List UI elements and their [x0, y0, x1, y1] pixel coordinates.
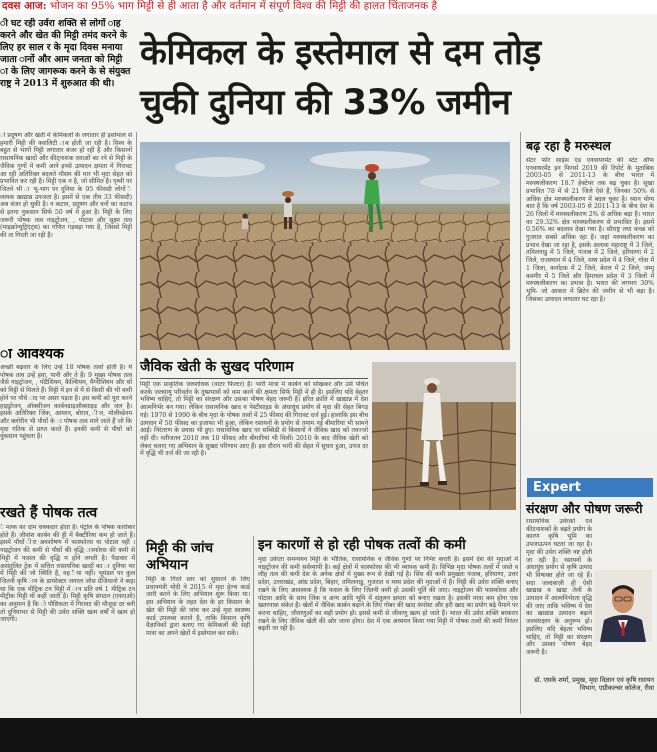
expert-heading: संरक्षण और पोषण जरूरी [526, 501, 643, 516]
left-section3-text: े मल्क का दाम चक्कदार होता है। पेट्रोल के पोषक कारोबार होते हैं। जीवांश कार्बन की ट्टी में बैक्टीरिया कम हो जाते हैं। इसमें पौधों ीरा अवशोषण में फास्फोरस या पोटाश नहीं । नाइट्रोजन की कमी से पौधों की वृद्धि ास्फोरस की कमी से मिट्टी में फसल की वृद्धि म होने लगती है। पैदावार में असंतुलित ट्रेक में सत्तित रासायनिक खादों का ा दुनिया भर में मिट्टी की जो स्थिति है, वह ैया नहीं। भूमंडल पर कुल जितनी कृषि ान के डायरेक्टर जनरल जोस ग्रेजियानो ने कहा था कि एक मीट्रिक टन मिट्टी में ान प्रति वर्ष 1 मीट्रिक टन मीट्रीक मिट्टी यों कहीं जाती है। मिट्टी कृषि संगठन (एफएओ) का अनुमान है कि ो पौष्टिकता में गिरावट की मौजूदा दर बनी तो दुनियाभर से मिट्टी की उर्वरा शक्ति खत्म वर्षों में खत्म हो जाएगी। [0, 524, 135, 624]
cracked-soil-illustration [140, 142, 510, 350]
expert-byline: डॉ. एसके शर्मा, प्रमुख, मृदा विज्ञान एवं कृषि रसायन विभाग, एग्रीकल्चर कॉलेज, रीवा [534, 676, 654, 693]
reasons-text: मृदा उर्वरता समन्वयन मिट्टी के भौतिक, रासायनिक व जैविक गुणों पर निर्भर करती है। इसमें देश की मृदाओं में नाइट्रोजन की कमी सर्वव्यापी है। कई क्षेत्रों में फास्फोरस की भी व्यापक कमी है। विभिन्न मृदा पोषक तत्वों में जस्ते व लौह तत्व की कमी देश के अनेक क्षेत्रों में मुख्य रूप से देखी गई है। सिंध की कमी प्रमुखतः पंजाब, हरियाणा, उत्तर प्रदेश, उत्तराखंड, आंध्र प्रदेश, बिहार, तमिलनाडु, गुजरात व मध्य प्रदेश की मृदाओं में है। मिट्टी की उर्वरा शक्ति बनाए रखने के लिए आवश्यक है कि फसल के लिए जितनी कमी हो उसकी पूर्ति की जाए। नाइट्रोजन की फास्फोरस और पोटाश आदि के साथ जिंक व अन्य आदि भूमि में संतुलन क्षमता को बनाए रखता है। इसकी मात्रा कम होना एक खतरनाक संकेत है। खेतों में जैविक कार्बन बढ़ाने के लिए गोबर की खाद कंपोस्ट और हरी खाद का प्रयोग बढ़े पैमाने पर करना चाहिए, जीवाणुओं का सही प्रयोग हो। इससे कमी से जीवाणु खत्म हो जाते हैं। भारत की उर्वरा शक्ति बरकरार रखने के लिए जैविक खेती की ओर जाना होगा। देश में एक अध्ययन किया गया मिट्टी में पोषक तत्वों की कमी निरंतर बढ़ती जा रही है। [258, 556, 518, 633]
farmer-photo [372, 362, 516, 510]
column-divider [520, 132, 521, 714]
left-section3-heading: रखते हैं पोषक तत्व [0, 505, 98, 521]
soil-test-heading: मिट्टी की जांच अभियान [146, 540, 214, 573]
header-strip [0, 0, 657, 14]
organic-text: मिट्टी एक प्राकृतिक जलशोधक (वाटर फिल्टर) है। भारी मात्रा में कार्बन को सोखकर और उसे पचित करके जलवायु परिवर्तन के दुष्प्रभावों को कम करने की क्षमता सिर्फ मिट्टी में ही है। इसलिए यदि बेहतर भविष्य चाहिए, तो मिट्टी का संरक्षण और उसका पोषण बेहद जरूरी है। हरित क्रांति में खाद्यान्न में देश आत्मनिर्भर बन गया। लेकिन रासायनिक खाद व पेस्टीसाइड के अंधाधुंध प्रयोग से मृदा की सेहत बिगड़ गई। 1970 से 1990 के बीच मृदा के पोषक तत्वों में 25 फीसद की गिरावट दर्ज हुई। हालांकि इस बीच उत्पादन में 50 फीसद का इजाफा भी हुआ, लेकिन रसायनों के प्रयोग से तमाम नई बीमारियां भी सामने आईं। निरंतरण के प्रयास भी हुए। रासायनिक खाद पर सब्सिडी से किसानों ने जैविक खाद को तवज्जो नहीं दी। नतीजतन 2010 तक 10 फीसद और बीमारियां भी मिलीं। 2010 के बाद जैविक खेती को लेकर चलाए गए अभियान के सुखद परिणाम आए हैं। इस दौरान भारी की सेहत में सुधार हुआ, उपज दर में वृद्धि भी दर्ज की जा रही है। [140, 381, 368, 458]
desert-text: सेंटर फॉर साइंस एंड एनवायरमेंट की स्टेट ऑफ एनवायरमेंट इन फिगर्स 2019 की रिपोर्ट के मुताबिक 2003-05 से 2011-13 के बीच भारत में मरुस्थलीकरण 18.7 हेक्टेयर तक बढ़ चुका है। सूखा प्रभावित 78 में से 21 जिले ऐसे हैं, जिनका 50% से अधिक क्षेत्र मरुस्थलीकरण में बदल चुका है। ध्यान योग्य बात है कि वर्ष 2003-05 से 2011-13 के बीच देश के 26 जिलों में मरुस्थलीकरण 2% से अधिक बढ़ा है। भारत का 29.32% क्षेत्र मरुस्थलीकरण से प्रभावित है। इसमें 0.56% का बदलाव देखा गया है। सौराष्ट्र तथा कच्छ को गुजरात सबसे अधिक रहा है। जहां मरुस्थलीकरण का प्रभाव देखा जा रहा है, इसके अलावा महाराष्ट्र में 3 जिले, तमिलनाडु में 5 जिले, पंजाब में 2 जिले, हरियाणा में 2 जिले, राजस्थान में 4 जिले, मध्य प्रदेश में 4 जिले, गोवा में 1 जिला, कर्नाटक में 2 जिले, केरल में 2 जिले, जम्मू कश्मीर में 5 जिले और हिमाचल प्रदेश में 3 जिलों में मरुस्थलीकरण का प्रभाव है। भारत की लगभग 30% भूमि- जो आकार में ब्रिटेन की जमीन से भी बड़ा है। जिसका उत्पादन लगातार घट रहा है। [526, 157, 654, 303]
headline [140, 28, 655, 128]
column-divider [136, 132, 137, 714]
left-section2-text: अच्छी बढ़वार के लिए उन्हें 18 पोषक तत्वों होती है। ये पोषक तत्व उन्हें हवा, पानी और ते हैं। 9 मुख्य पोषक तत्व जैसे नाइट्रोजन, , पोटैशियम, कैल्शियम, मैग्नीशियम और थों को मिट्टी से मिलते हैं। मिट्टी में इन से में से किसी की भी कमी होने पर पौधे ाद पर असर पड़ता है। इस कमी को पूरा करने हाइड्रोजन, ऑक्सीजन कार्बनडाइऑक्साइड और जल है। इसके अतिरिक्त जिंक, आयरन, बोरान, ीज, मोलीब्डेनम और क्लोरीन भी पौधों के ा पोषक तत्व माने जाते हैं जो कि मृदा गतिक से प्राप्त करते हैं। इनकी कमी से पौधों को नुकसान पहुंचता है। [0, 364, 132, 441]
cracked-soil-photo [140, 142, 510, 350]
page-bottom-band [0, 718, 657, 752]
expert-text: रासायनिक उर्वरकों एवं कीटनाशकों के बढ़ते प्रयोग के कारण कृषि भूमि का उपजाऊपन घटता जा रहा है। मृदा की उर्वरा शक्ति नष्ट होती जा रही है। रसायनों के अंधाधुंध प्रयोग से कृषि उत्पाद भी विषाक्त होते जा रहे हैं। सदा जल्दबाज़ी ही ऐसी खाद्यान्न व खाद्य तेलों के उत्पादन में आत्मनिर्भरता वृद्धि की जाए ताकि भविष्य में देश का खाद्यान्न उत्पादन बढ़ाने जलसंरक्षण के अनुरूप हो। इसलिए यदि बेहतर भविष्य चाहिए, तो मिट्टी का संरक्षण और उसका पोषण बेहद जरूरी है। [526, 518, 592, 656]
intro-paragraph: ी घट रही उर्वरा शक्ति से लोगों ाह करने और खेत की मिट्टी तमंद करने के लिए हर साल र के मृदा दिवस मनाया जाता ानों और आम जनता को मिट्टी ा के लिए जागरूक करने के से संयुक्त राष्ट्र ने 2013 में शुरुआत की थी। [0, 18, 131, 89]
desert-heading: बढ़ रहा है मरुस्थल [526, 138, 611, 153]
header-text: भोजन का 95% भाग मिट्टी से ही आता है और वर्तमान में संपूर्ण विश्व की मिट्टी की हालत चिंताजनक है [46, 0, 438, 12]
expert-portrait [594, 570, 652, 642]
headline-line-2: चुकी दुनिया की 33% जमीन [140, 83, 511, 123]
organic-rule [140, 378, 368, 379]
left-section2-heading: ा आवश्यक [0, 346, 64, 362]
headline-line-1: केमिकल के इस्तेमाल से दम तोड़ [140, 33, 541, 73]
soil-test-text: मिट्टी के गिरते स्तर को सुधारने के लिए प्रधानमंत्री मोदी ने 2015 में मृदा हेल्थ कार्ड जारी करने के लिए अभियान शुरू किया था। इस अभियान के तहत देश के हर किसान के खेत की मिट्टी की जांच कर उन्हें मृदा स्वास्थ्य कार्ड उपलब्ध कराने है, ताकि किसान कृषि वैज्ञानिकों द्वारा बताए गए केमिकलों की सही मात्रा का अपने खेतों में इस्तेमाल कर सकें। [146, 576, 250, 637]
section-divider [253, 536, 254, 714]
reasons-heading: इन कारणों से हो रही पोषक तत्वों की कमी [258, 537, 466, 553]
organic-heading: जैविक खेती के सुखद परिणाम [140, 359, 294, 375]
expert-portrait-illustration [594, 570, 652, 642]
farmer-illustration [372, 362, 516, 510]
expert-label: Expert [527, 478, 653, 497]
header-lead: दवस आज: [2, 0, 47, 12]
left-column-text: ो प्रदूषण और खेती में केमिकलों के लगातार ही इस्तेमाल से हमारी मिट्टी की क्वालिटी ाब होती जा रही है। विश्व के बहुत से भागों मिट्टी लगातार बंजर हो रही है और किसानों रासायनिक खादों और कीट्नाशक दवाओं का रने से मिट्टी के जैविक गुणों में कमी आने इनसे उत्पादन क्षमता में गिरावट आ रही अतिरिक्त बदलते मौसम की मार भी मृदा सेहत को प्रभावित कर रही है। मिट्टी एक न है, जो सीमित है। पृथ्वी पर जितने भी ा भू-भाग पर दुनिया के 95 फीसदी लोगों े लायक खाद्यान्न उपजता है। इसमें से एक तीय 33 फीसदी) अब बंजर हो चुकी है। न कटाव, प्रदूषण और वनों का कटाव से इतना नुकसान सिर्फ 50 वर्ष में हुआ है। मिट्टी के लिए जरूरी पोषक तत्व नाइट्रोजन, , पोटाश और सूक्ष्म तत्व (माइक्रोन्यूट्रिएंट्स) का गणित गड़बड़ा गया है, जिससे मिट्टी की ता गिरती जा रही है। [0, 132, 132, 240]
